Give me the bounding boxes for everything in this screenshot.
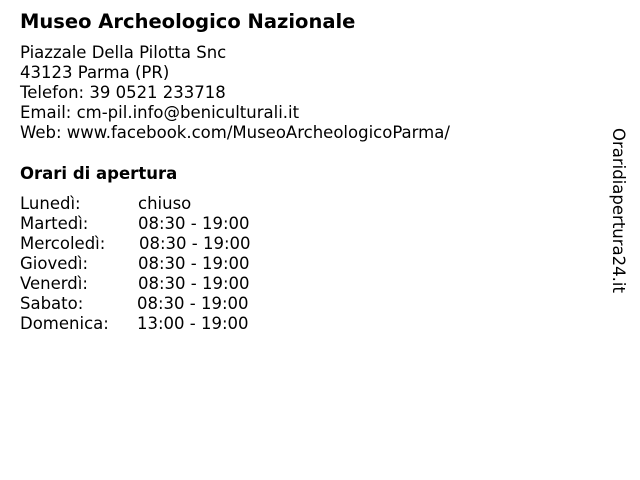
day-label: Domenica:: [20, 314, 109, 333]
site-watermark-text: Oraridiapertura24.it: [609, 128, 628, 293]
time-value: chiuso: [138, 194, 192, 213]
address-city: 43123 Parma (PR): [20, 63, 170, 82]
time-value: 08:30 - 19:00: [139, 234, 251, 253]
day-label: Lunedì:: [20, 194, 81, 213]
site-watermark: [598, 128, 638, 318]
web-line: Web: www.facebook.com/MuseoArcheologicoParma/: [20, 123, 450, 142]
time-value: 08:30 - 19:00: [137, 294, 249, 313]
day-label: Giovedì:: [20, 254, 88, 273]
day-label: Martedì:: [20, 214, 89, 233]
time-value: 08:30 - 19:00: [138, 254, 250, 273]
address-street: Piazzale Della Pilotta Snc: [20, 43, 227, 62]
time-value: 08:30 - 19:00: [138, 214, 250, 233]
day-label: Sabato:: [20, 294, 84, 313]
day-label: Venerdì:: [20, 274, 88, 293]
time-value: 13:00 - 19:00: [137, 314, 249, 333]
day-label: Mercoledì:: [20, 234, 106, 253]
contact-block: [20, 43, 450, 143]
opening-hours-heading: Orari di apertura: [20, 164, 178, 183]
phone-line: Telefon: 39 0521 233718: [20, 83, 226, 102]
museum-name: Museo Archeologico Nazionale: [20, 10, 356, 33]
email-line: Email: cm-pil.info@beniculturali.it: [20, 103, 300, 122]
time-value: 08:30 - 19:00: [138, 274, 250, 293]
